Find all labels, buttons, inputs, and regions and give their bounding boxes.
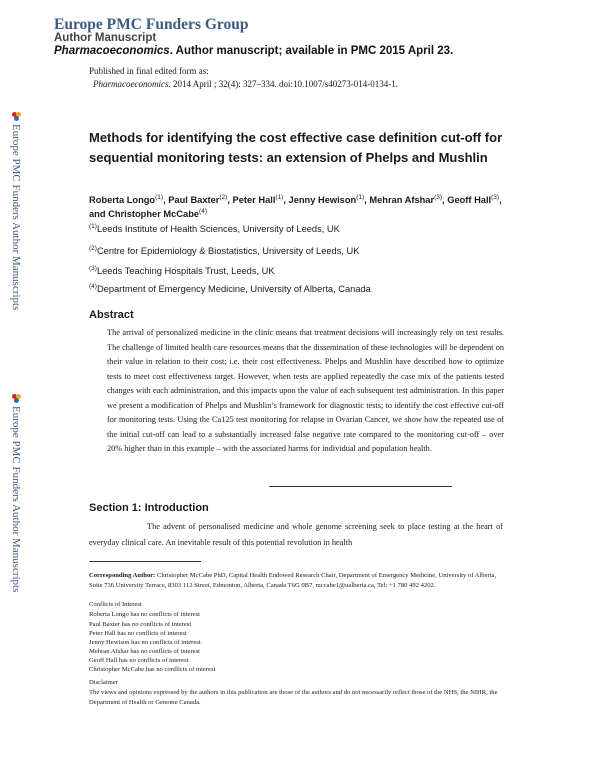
conflict-item: Mehran Afshar has no conflicts of interest (89, 648, 200, 655)
author-affiliation-mark: (2) (219, 193, 228, 201)
author-name: Peter Hall (232, 195, 276, 205)
sidebar-label: Europe PMC Funders Author Manuscripts (10, 406, 22, 593)
author-name: Jenny Hewison (288, 195, 357, 205)
article-title: Methods for identifying the cost effective case definition cut-off for sequential monitoring tests: an extension of Phelps and Mushlin (89, 130, 503, 165)
conflict-item: Christopher McCabe has no conflicts of interest (89, 666, 216, 673)
citation-line (93, 79, 398, 89)
author-name: Paul Baxter (168, 195, 220, 205)
disclaimer-text: The views and opinions expressed by the authors in this publication are those of the authors and do not necessarily reflect those of the NHS, the NIHR, the Department of Health or Genome Canada. (89, 689, 498, 706)
sidebar-label: Europe PMC Funders Author Manuscripts (10, 124, 22, 311)
footnote-divider (89, 561, 201, 562)
section-1-heading: Section 1: Introduction (89, 502, 209, 514)
abstract-body: The arrival of personalized medicine in the clinic means that treatment decisions will increasingly rely on test results. The challenge of limited health care resources means that the dissemination of these technologies will be dependent on their value in relation to their cost; i.e. their cost effectiveness. Phelps and Mushlin have described how to optimize tests to meet cost effectiveness target. However, when tests are applied repeatedly the case mix of the patients tested changes with each administration, and this impacts upon the value of each subsequent test administration. In this paper we present a modification of Phelps and Mushlin’s framework for diagnostic tests; to identify the cost effective cut-off for monitoring tests. Using the Ca125 test monitoring for relapse in Ovarian Cancer, we show how the repeated use of the initial cut-off can lead to a substantially increased false negative rate compared to the monitoring cut-off – over 20% higher than in this example – with the associated harms for individual and population health. (107, 328, 504, 453)
author-affiliation-mark: (1) (275, 193, 284, 201)
author-affiliation-mark: (1) (356, 193, 365, 201)
sidebar-upper (7, 112, 25, 310)
conflict-item: Paul Baxter has no conflicts of interest (89, 621, 192, 628)
author-separator: , (442, 195, 448, 205)
author-separator: , and (89, 195, 502, 219)
author-affiliation-mark: (3) (491, 193, 500, 201)
author-name: Mehran Afshar (369, 195, 435, 205)
section-1-paragraph: The advent of personalised medicine and whole genome screening seek to place testing at the heart of everyday clinical care. An inevitable result of this potential revolution in health (89, 522, 503, 547)
author-list (89, 194, 509, 221)
corresponding-author-label: Corresponding Author: (89, 572, 156, 579)
author-separator: , (227, 195, 233, 205)
journal-name: Pharmacoeconomics (54, 45, 170, 57)
author-separator: , (163, 195, 169, 205)
affiliation-1: $^{(1)}$Leeds Institute of Health Sciences, University of Leeds, UK (89, 222, 340, 234)
citation-journal: Pharmacoeconomics (93, 79, 169, 89)
affiliation-2: $^{(2)}$Centre for Epidemiology & Biostatistics, University of Leeds, UK (89, 244, 360, 256)
conflict-item: Jenny Hewison has no conflicts of interest (89, 639, 201, 646)
conflict-item: Geoff Hall has no conflicts of interest (89, 657, 189, 664)
citation-text: . 2014 April ; 32(4): 327–334. doi:10.1007/s40273-014-0134-1. (168, 79, 398, 89)
availability-text: . Author manuscript; available in PMC 2015 April 23. (169, 45, 454, 57)
author-name: Roberta Longo (89, 195, 156, 205)
availability-line (54, 45, 453, 57)
corresponding-author-note (89, 571, 509, 591)
abstract-heading: Abstract (89, 309, 134, 321)
author-manuscript-label: Author Manuscript (54, 32, 157, 44)
sidebar-lower (7, 394, 25, 592)
author-name: Geoff Hall (447, 195, 492, 205)
abstract-divider (269, 486, 452, 487)
corresponding-author-text: Christopher McCabe PhD, Capital Health Endowed Research Chair, Department of Emergency Medicine, University of Alberta, Suite 736 University Terrace, 8303 112 Street, Edmonton, Alberta, Canada T6G 0B7, mccabe1@ualberta.ca, Tel: +1 780 492 4202. (89, 572, 497, 589)
author-separator: , (364, 195, 370, 205)
conflict-item: Peter Hall has no conflicts of interest (89, 630, 187, 637)
europe-pmc-logo-icon (12, 112, 21, 121)
disclaimer-heading: Disclaimer (89, 679, 118, 686)
author-separator: , (283, 195, 289, 205)
funders-group-header: Europe PMC Funders Group (54, 16, 249, 33)
published-as-label: Published in final edited form as: (89, 66, 209, 76)
author-affiliation-mark: (3) (434, 193, 443, 201)
author-name: Christopher McCabe (108, 208, 200, 219)
author-affiliation-mark: (4) (199, 207, 207, 215)
conflict-item: Roberta Longo has no conflicts of interest (89, 611, 200, 618)
affiliation-3: $^{(3)}$Leeds Teaching Hospitals Trust, Leeds, UK (89, 264, 275, 276)
affiliation-4: $^{(4)}$Department of Emergency Medicine, University of Alberta, Canada (89, 282, 371, 294)
conflicts-heading: Conflicts of Interest (89, 601, 142, 608)
europe-pmc-logo-icon (12, 394, 21, 403)
author-affiliation-mark: (1) (155, 193, 164, 201)
